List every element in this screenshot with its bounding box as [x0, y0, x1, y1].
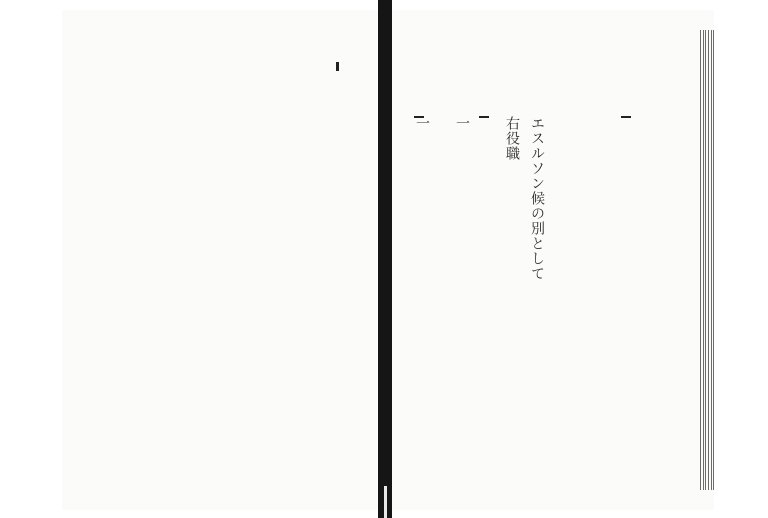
- text-column: 右役職: [504, 116, 520, 161]
- item-dash: [621, 116, 631, 118]
- book-binding: [378, 0, 392, 518]
- text-column: 一: [454, 116, 470, 131]
- text-column: エスルソン候の別として: [529, 116, 545, 281]
- binding-gap: [384, 486, 387, 518]
- left-page-text: [86, 122, 146, 502]
- page-mark: [336, 62, 339, 71]
- text-column: 一: [414, 116, 430, 131]
- right-page-text: [412, 116, 547, 496]
- fore-edge: [700, 30, 714, 490]
